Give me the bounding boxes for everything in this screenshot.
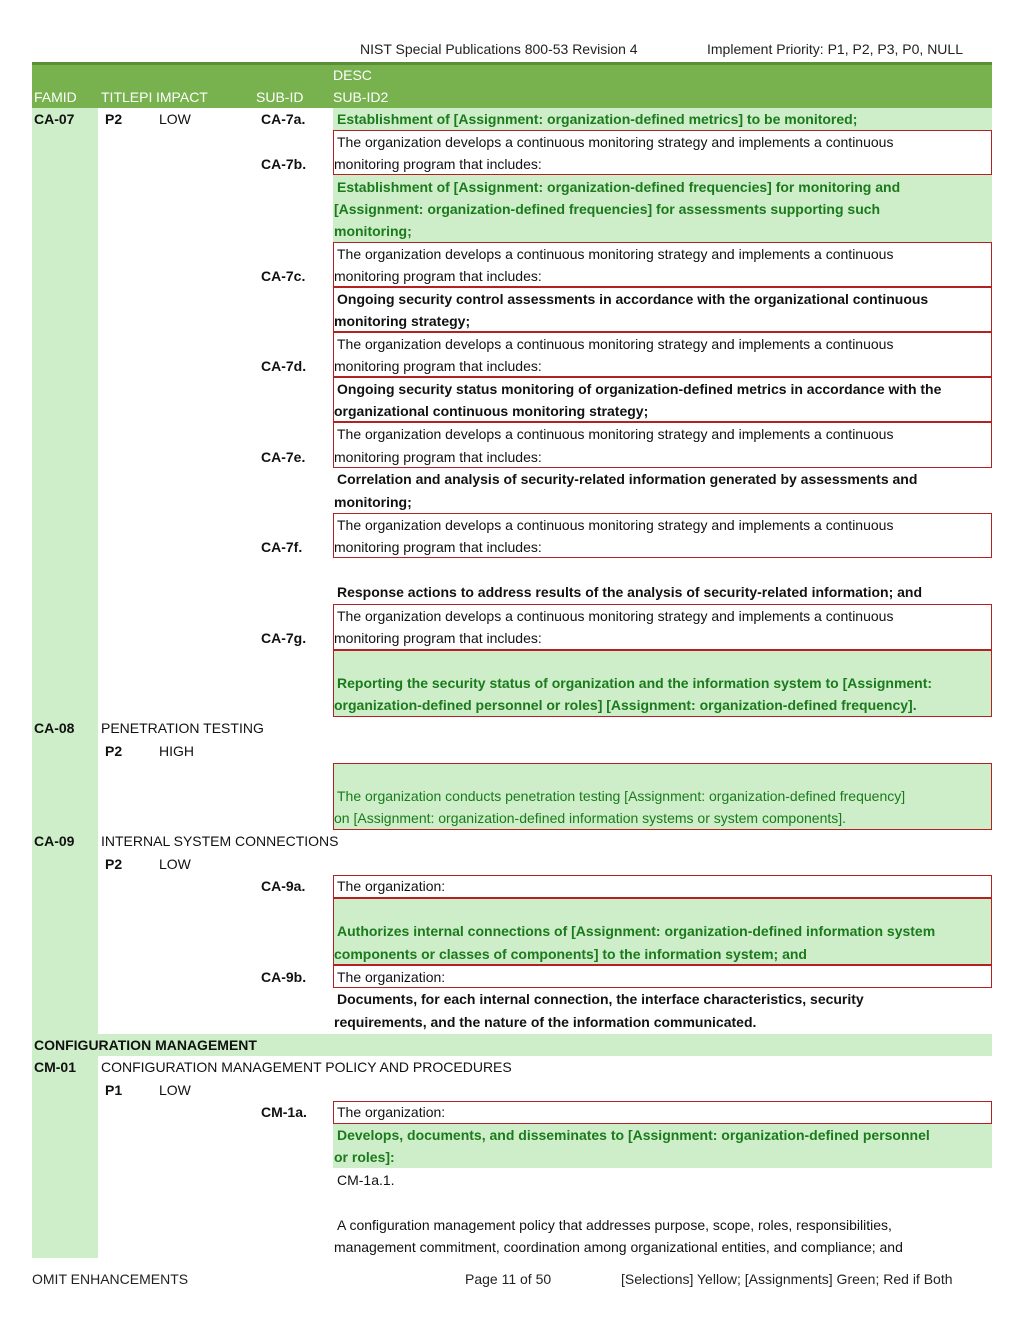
desc-cm1a: or roles]: (334, 1149, 395, 1165)
desc-ca7a: Establishment of [Assignment: organization-defined metrics] to be monitored; (337, 111, 858, 127)
desc-ca9a: Authorizes internal connections of [Assignment: organization-defined information system (337, 923, 936, 939)
subid-ca7a: CA-7a. (261, 111, 306, 127)
section-title-cm: CONFIGURATION MANAGEMENT (34, 1037, 257, 1053)
famid-column-band (32, 108, 98, 1034)
intro-line: monitoring program that includes: (334, 268, 542, 284)
priority-ca07: P2 (105, 111, 123, 127)
desc-ca7d: Ongoing security status monitoring of organization-defined metrics in accordance with the (337, 381, 942, 397)
priority-ca08: P2 (105, 743, 123, 759)
intro-line: monitoring program that includes: (334, 539, 542, 555)
intro-line: monitoring program that includes: (334, 358, 542, 374)
implement-priority-note: Implement Priority: P1, P2, P3, P0, NULL (707, 41, 963, 57)
subid-cm1a: CM-1a. (261, 1104, 307, 1120)
intro-line: monitoring program that includes: (334, 449, 542, 465)
subid-ca9a: CA-9a. (261, 878, 306, 894)
org-line: The organization: (337, 969, 446, 985)
intro-line: The organization develops a continuous monitoring strategy and implements a continuous (337, 336, 894, 352)
desc-ca7g: Reporting the security status of organization and the information system to [Assignment: (337, 675, 933, 691)
desc-ca9b: requirements, and the nature of the information communicated. (334, 1014, 757, 1030)
desc-ca7e: monitoring; (334, 494, 412, 510)
impact-ca09: LOW (159, 856, 191, 872)
intro-line: monitoring program that includes: (334, 156, 542, 172)
priority-ca09: P2 (105, 856, 123, 872)
intro-line: monitoring program that includes: (334, 630, 542, 646)
column-header-band (32, 62, 992, 108)
subid-ca7e: CA-7e. (261, 449, 306, 465)
desc-ca7f: Response actions to address results of the analysis of security-related information; and (337, 584, 923, 600)
intro-line: The organization develops a continuous monitoring strategy and implements a continuous (337, 246, 894, 262)
impact-ca08: HIGH (159, 743, 194, 759)
org-line: The organization: (337, 878, 446, 894)
impact-ca07: LOW (159, 111, 191, 127)
desc-ca9b: Documents, for each internal connection, the interface characteristics, security (337, 991, 864, 1007)
famid-ca07: CA-07 (34, 111, 75, 127)
color-legend: [Selections] Yellow; [Assignments] Green; Red if Both (621, 1271, 953, 1287)
title-ca09: INTERNAL SYSTEM CONNECTIONS (101, 833, 339, 849)
subid-ca9b: CA-9b. (261, 969, 307, 985)
col-desc: DESC (333, 67, 372, 83)
col-subid: SUB-ID (256, 89, 304, 105)
desc-ca7e: Correlation and analysis of security-related information generated by assessments and (337, 471, 918, 487)
col-subid2: SUB-ID2 (333, 89, 389, 105)
famid-ca09: CA-09 (34, 833, 75, 849)
intro-line: The organization develops a continuous monitoring strategy and implements a continuous (337, 426, 894, 442)
col-famid: FAMID (34, 89, 77, 105)
desc-ca9a: components or classes of components] to the information system; and (334, 946, 807, 962)
intro-line: The organization develops a continuous monitoring strategy and implements a continuous (337, 608, 894, 624)
priority-cm01: P1 (105, 1082, 123, 1098)
subid-ca7c: CA-7c. (261, 268, 306, 284)
desc-ca7b: [Assignment: organization-defined frequencies] for assessments supporting such (334, 201, 881, 217)
famid-ca08: CA-08 (34, 720, 75, 736)
desc-ca08: on [Assignment: organization-defined information systems or system components]. (334, 810, 847, 826)
subid-ca7g: CA-7g. (261, 630, 307, 646)
desc-ca7b: Establishment of [Assignment: organization-defined frequencies] for monitoring and (337, 179, 901, 195)
org-line: The organization: (337, 1104, 446, 1120)
desc-ca7c: Ongoing security control assessments in accordance with the organizational continuous (337, 291, 929, 307)
intro-line: The organization develops a continuous monitoring strategy and implements a continuous (337, 134, 894, 150)
desc-cm1a1: management commitment, coordination among organizational entities, and compliance; and (334, 1239, 903, 1255)
subid-ca7d: CA-7d. (261, 358, 307, 374)
desc-ca7b: monitoring; (334, 223, 412, 239)
famid-cm01: CM-01 (34, 1059, 77, 1075)
desc-ca7g: organization-defined personnel or roles] [Assignment: organization-defined frequency]. (334, 697, 917, 713)
intro-line: The organization develops a continuous monitoring strategy and implements a continuous (337, 517, 894, 533)
desc-cm1a1: A configuration management policy that addresses purpose, scope, roles, responsibilities, (337, 1217, 892, 1233)
col-impact: IMPACT (156, 89, 208, 105)
desc-ca08: The organization conducts penetration testing [Assignment: organization-defined frequency] (337, 788, 906, 804)
subid-cm1a1: CM-1a.1. (337, 1172, 395, 1188)
footer-omit-enhancements: OMIT ENHANCEMENTS (32, 1271, 189, 1287)
desc-cm1a: Develops, documents, and disseminates to [Assignment: organization-defined personnel (337, 1127, 930, 1143)
subid-ca7b: CA-7b. (261, 156, 307, 172)
desc-ca7d: organizational continuous monitoring strategy; (334, 403, 649, 419)
famid-column-band-cm (32, 1056, 98, 1258)
impact-cm01: LOW (159, 1082, 191, 1098)
title-cm01: CONFIGURATION MANAGEMENT POLICY AND PROCEDURES (101, 1059, 512, 1075)
subid-ca7f: CA-7f. (261, 539, 303, 555)
publication-title: NIST Special Publications 800-53 Revision 4 (360, 41, 638, 57)
page-number: Page 11 of 50 (465, 1271, 552, 1287)
col-title: TITLEPI (101, 89, 153, 105)
desc-ca7c: monitoring strategy; (334, 313, 471, 329)
title-ca08: PENETRATION TESTING (101, 720, 264, 736)
